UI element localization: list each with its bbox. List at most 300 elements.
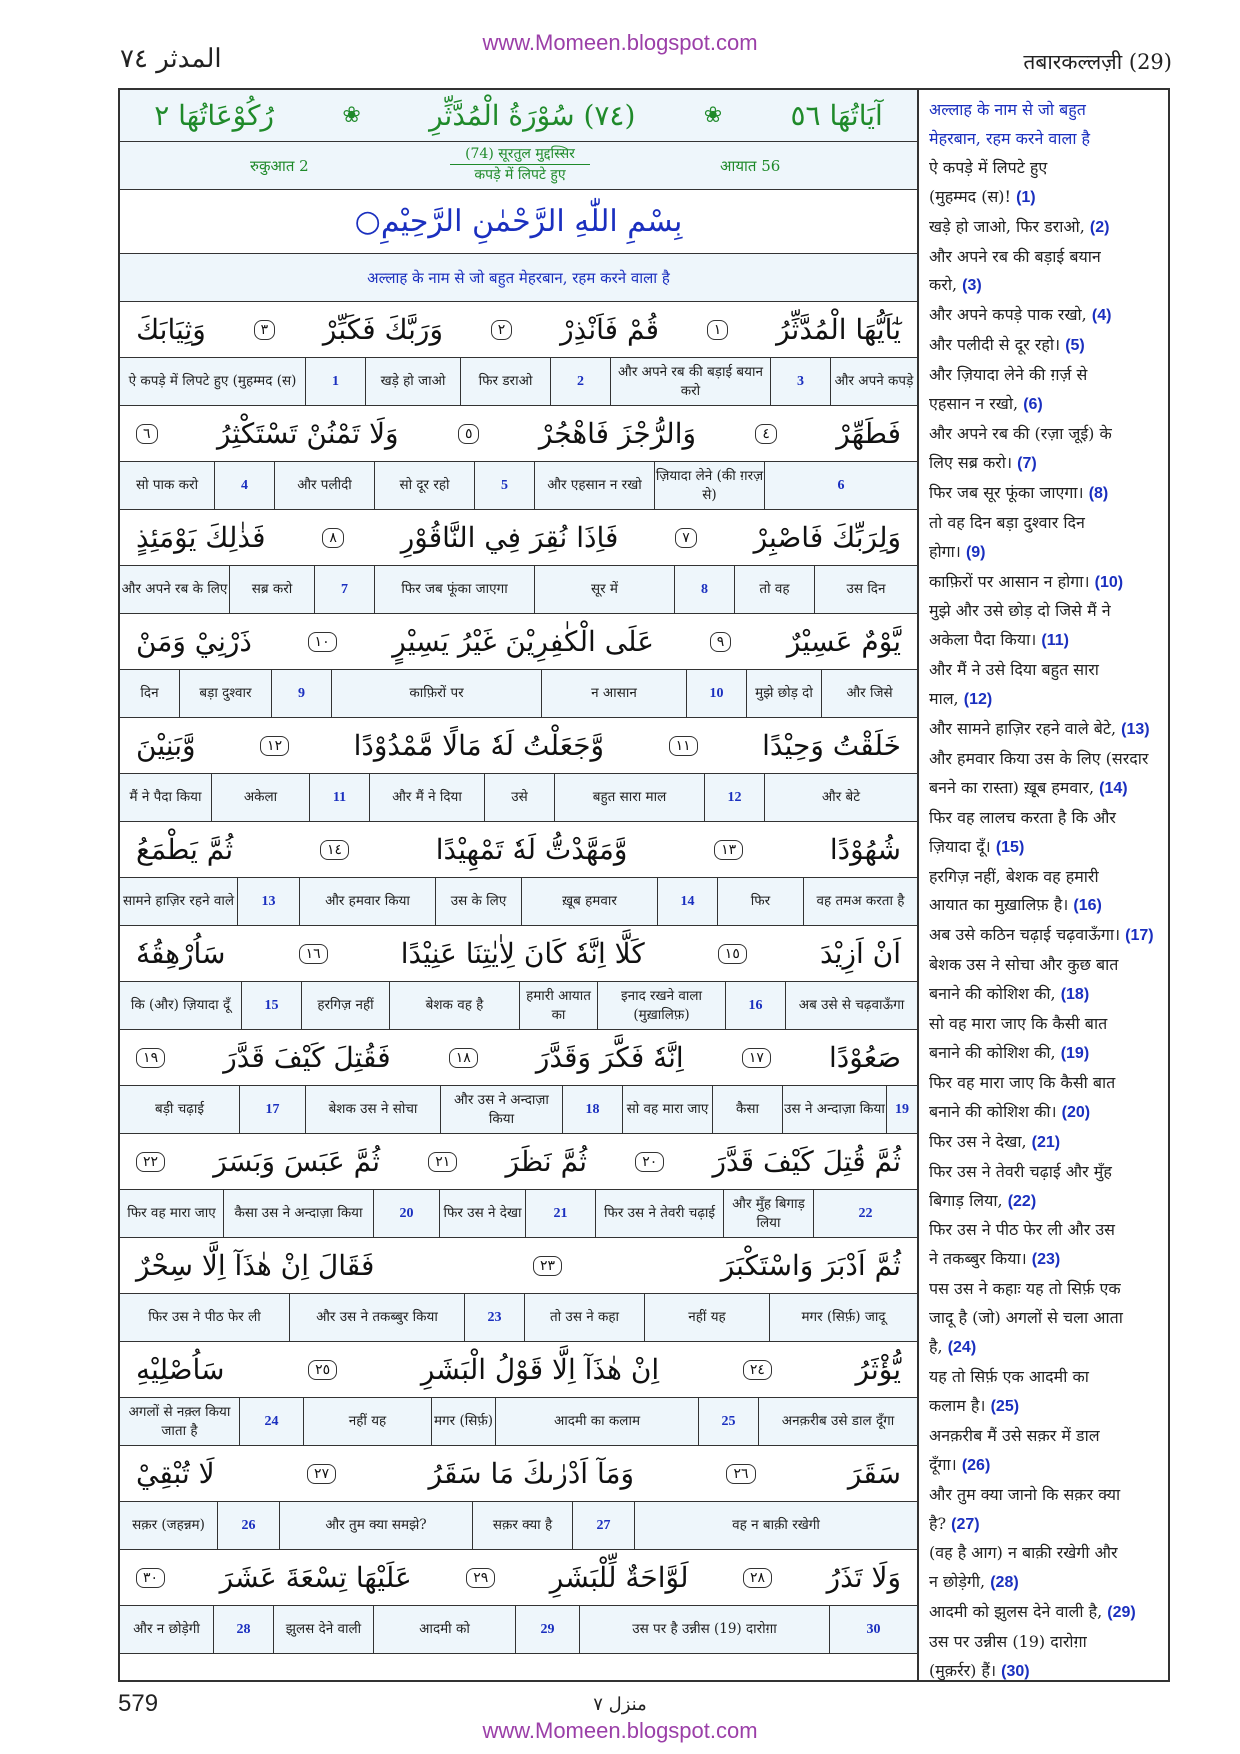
- side-translation-text: और अपने कपड़े पाक रखो,: [929, 305, 1087, 325]
- verse-number-cell: 4: [215, 462, 275, 509]
- side-translation-line: [929, 1451, 1160, 1481]
- arabic-word-group: فَقُتِلَ كَيْفَ قَدَّرَ: [223, 1041, 391, 1074]
- arabic-word-group: وَلِرَبِّكَ فَاصْبِرْ: [753, 521, 901, 554]
- ruku-count-arabic: رُكُوْعَاتُهَا ٢: [154, 99, 274, 132]
- title-band-arabic: [120, 90, 917, 142]
- ayah-number-marker: ٢١: [428, 1152, 457, 1172]
- ayah-number-marker: ١٧: [742, 1048, 771, 1068]
- word-translation-row: [120, 566, 917, 614]
- arabic-word-group: قُمْ فَاَنْذِرْ: [560, 313, 659, 346]
- side-translation-text: लिए सब्र करो।: [929, 452, 1013, 472]
- page-number: 579: [118, 1690, 159, 1717]
- word-meaning-cell: खड़े हो जाओ: [366, 358, 461, 405]
- ayah-number-marker: ١٩: [136, 1048, 165, 1068]
- verse-number-cell: 22: [858, 1206, 873, 1221]
- word-meaning-cell: उसे: [485, 774, 555, 821]
- side-translation-text: और सामने हाज़िर रहने वाले बेटे,: [929, 719, 1117, 739]
- ayah-number-marker: ٣: [254, 320, 276, 340]
- verse-number-cell: 24: [240, 1398, 304, 1445]
- side-translation-line: [929, 183, 1160, 213]
- side-translation-line: [929, 1245, 1160, 1275]
- arabic-word-group: فَذٰلِكَ يَوْمَئِذٍ: [136, 521, 266, 554]
- word-meaning-cell: ज़ियादा लेने (की ग़रज़ से): [655, 462, 765, 509]
- arabic-word-group: فَاِذَا نُقِرَ فِي النَّاقُوْرِ: [400, 521, 619, 554]
- arabic-word-group: ثُمَّ اَدْبَرَ وَاسْتَكْبَرَ: [720, 1249, 901, 1282]
- side-translation-line: [929, 1333, 1160, 1363]
- side-translation-line: [929, 656, 1160, 685]
- side-translation-text: यह तो सिर्फ़ एक आदमी का: [929, 1366, 1089, 1386]
- arabic-verse-line: [120, 614, 917, 670]
- ayat-count-arabic: آيَاتُهَا ٥٦: [790, 99, 883, 132]
- arabic-word-group: صَعُوْدًا: [829, 1041, 901, 1074]
- ayah-number-marker: ٢٣: [533, 1256, 562, 1276]
- verse-number-cell: 10: [687, 670, 747, 717]
- arabic-word-group: يُّؤْثَرُ: [855, 1353, 901, 1386]
- word-meaning-cell: काफ़िरों पर: [332, 670, 542, 717]
- side-translation-line: [929, 1628, 1160, 1657]
- side-translation-text: सो वह मारा जाए कि कैसी बात: [929, 1014, 1108, 1034]
- main-panel: [120, 90, 919, 1680]
- side-translation-line: [929, 891, 1160, 921]
- ruku-count-hindi: रुकुआत 2: [250, 157, 309, 175]
- verse-number-cell: 28: [214, 1606, 274, 1653]
- side-translation-text: मेहरबान, रहम करने वाला है: [929, 128, 1091, 148]
- ayah-number-marker: ٤: [755, 424, 777, 444]
- word-meaning-cell: फिर उस ने पीठ फेर ली: [120, 1294, 290, 1341]
- side-translation-text: बनाने की कोशिश की,: [929, 984, 1056, 1004]
- word-meaning-cell: सूर में: [535, 566, 675, 613]
- side-translation-line: [929, 1039, 1160, 1069]
- side-translation-line: [929, 243, 1160, 272]
- arabic-word-group: ثُمَّ نَظَرَ: [505, 1145, 588, 1178]
- word-translation-row: [120, 1294, 917, 1342]
- side-translation-text: पस उस ने कहाः यह तो सिर्फ़ एक: [929, 1279, 1121, 1299]
- verse-number-cell: 23: [465, 1294, 525, 1341]
- side-translation-line: [929, 509, 1160, 538]
- word-meaning-cell: फिर जब फूंका जाएगा: [375, 566, 535, 613]
- verse-number-cell: 19: [895, 1102, 909, 1117]
- verse-number-label: (14): [1099, 779, 1128, 797]
- side-translation-text: फिर उस ने तेवरी चढ़ाई और मुँह: [929, 1161, 1112, 1181]
- arabic-word-group: ثُمَّ قُتِلَ كَيْفَ قَدَّرَ: [712, 1145, 901, 1178]
- arabic-word-group: سَاُصْلِيْهِ: [136, 1353, 225, 1386]
- side-translation-text: और ज़ियादा लेने की ग़र्ज़ से: [929, 365, 1088, 385]
- side-translation-text: है?: [929, 1513, 947, 1533]
- side-translation-text: हरगिज़ नहीं, बेशक वह हमारी: [929, 866, 1099, 886]
- side-translation-text: माल,: [929, 689, 959, 709]
- side-translation-line: [929, 154, 1160, 183]
- word-meaning-cell: उस ने अन्दाज़ा किया: [783, 1086, 887, 1133]
- word-meaning-cell: और तुम क्या समझे?: [280, 1502, 473, 1549]
- side-translation-line: [929, 1069, 1160, 1098]
- verse-number-label: (5): [1065, 337, 1085, 355]
- verse-number-label: (6): [1023, 396, 1043, 414]
- surah-name-arabic: (٧٤) سُوْرَةُ الْمُدَّثِّرِ: [429, 99, 636, 132]
- word-translation-row: [120, 982, 917, 1030]
- word-translation-row: [120, 1086, 917, 1134]
- side-translation: [919, 90, 1168, 1680]
- verse-number-cell: 12: [705, 774, 765, 821]
- side-translation-line: [929, 597, 1160, 626]
- ayah-number-marker: ٦: [136, 424, 158, 444]
- word-meaning-cell: फिर वह मारा जाए: [120, 1190, 224, 1237]
- verse-number-label: (26): [961, 1456, 991, 1474]
- arabic-word-group: لَوَّاحَةٌ لِّلْبَشَرِ: [549, 1561, 689, 1594]
- verse-number-label: (16): [1073, 897, 1102, 915]
- side-translation-line: [929, 301, 1160, 331]
- verse-number-cell: 29: [516, 1606, 580, 1653]
- word-translation-row: [120, 878, 917, 926]
- verse-number-cell: 30: [866, 1622, 881, 1637]
- arabic-verse-line: [120, 510, 917, 566]
- arabic-word-group: ثُمَّ يَطْمَعُ: [136, 833, 234, 866]
- side-translation-line: [929, 125, 1160, 154]
- word-translation-row: [120, 462, 917, 510]
- arabic-word-group: فَقَالَ اِنْ هٰذَآ اِلَّا سِحْرٌ: [136, 1249, 375, 1282]
- verse-number-cell: 25: [699, 1398, 759, 1445]
- word-meaning-cell: बेशक उस ने सोचा: [306, 1086, 441, 1133]
- verse-number-label: (21): [1031, 1133, 1061, 1151]
- word-meaning-cell: अगलों से नक़्ल किया जाता है: [120, 1398, 240, 1445]
- side-translation-text: अनक़रीब मैं उसे सक़र में डाल: [929, 1425, 1100, 1445]
- verse-number-cell: 2: [551, 358, 611, 405]
- ayah-number-marker: ١٣: [714, 840, 743, 860]
- side-translation-line: [929, 390, 1160, 420]
- ayah-number-marker: ٢٦: [726, 1464, 755, 1484]
- side-translation-text: और मैं ने उसे दिया बहुत सारा: [929, 660, 1099, 680]
- verse-number-label: (19): [1060, 1045, 1090, 1062]
- word-meaning-cell: अनक़रीब उसे डाल दूँगा: [781, 1413, 895, 1429]
- word-meaning-cell: और उस ने अन्दाज़ा किया: [441, 1086, 563, 1133]
- arabic-verse-line: [120, 406, 917, 462]
- side-translation-line: [929, 1128, 1160, 1158]
- side-translation-line: [929, 1158, 1160, 1187]
- site-url-top: www.Momeen.blogspot.com: [482, 30, 758, 55]
- word-meaning-cell: हरगिज़ नहीं: [302, 982, 390, 1029]
- word-meaning-cell: बहुत सारा माल: [555, 774, 705, 821]
- arabic-word-group: ثُمَّ عَبَسَ وَبَسَرَ: [213, 1145, 381, 1178]
- arabic-verse-line: [120, 926, 917, 982]
- word-meaning-cell: और अपने रब की बड़ाई बयान करो: [611, 358, 771, 405]
- side-translation-line: [929, 449, 1160, 479]
- verse-number-label: (13): [1121, 721, 1150, 739]
- side-translation-text: ऐ कपड़े में लिपटे हुए: [929, 157, 1048, 177]
- verse-number-label: (18): [1060, 986, 1090, 1004]
- verse-number-cell: 21: [526, 1190, 596, 1237]
- verse-number-cell: 7: [315, 566, 375, 613]
- side-translation-line: [929, 96, 1160, 125]
- word-meaning-cell: और मुँह बिगाड़ लिया: [724, 1190, 814, 1237]
- word-meaning-cell: और न छोड़ेगी: [120, 1606, 214, 1653]
- side-translation-line: [929, 1657, 1160, 1687]
- side-translation-text: खड़े हो जाओ, फिर डराओ,: [929, 216, 1085, 236]
- manzil-label: منزل ٧: [593, 1694, 647, 1715]
- title-band-hindi: [120, 142, 917, 190]
- ayah-number-marker: ٩: [710, 632, 732, 652]
- verse-number-cell: 15: [242, 982, 302, 1029]
- side-translation-text: है,: [929, 1337, 943, 1357]
- verse-number-cell: 13: [238, 878, 300, 925]
- word-meaning-cell: उस पर है उन्नीस (19) दारोग़ा: [580, 1606, 830, 1653]
- side-translation-text: तो वह दिन बड़ा दुश्वार दिन: [929, 512, 1085, 532]
- word-meaning-cell: और अपने कपड़े: [834, 373, 914, 389]
- arabic-verse-line: [120, 1342, 917, 1398]
- word-meaning-cell: सक़र क्या है: [473, 1502, 573, 1549]
- word-meaning-cell: मैं ने पैदा किया: [120, 774, 212, 821]
- word-meaning-cell: तो वह: [735, 566, 815, 613]
- side-translation-line: [929, 980, 1160, 1010]
- side-translation-line: [929, 479, 1160, 509]
- verse-number-label: (22): [1007, 1192, 1037, 1210]
- side-translation-line: [929, 1568, 1160, 1598]
- word-meaning-cell: और मैं ने दिया: [370, 774, 485, 821]
- side-translation-line: [929, 804, 1160, 833]
- side-translation-text: ने तकब्बुर किया।: [929, 1249, 1027, 1269]
- arabic-verse-line: [120, 1446, 917, 1502]
- para-header-hindi: तबारकल्लज़ी (29): [1023, 50, 1172, 74]
- side-translation-text: जादू है (जो) अगलों से चला आता: [929, 1308, 1123, 1328]
- side-translation-text: (मुक़र्रर) हैं।: [929, 1661, 997, 1681]
- side-translation-text: बिगाड़ लिया,: [929, 1190, 1003, 1210]
- side-translation-text: बेशक उस ने सोचा और कुछ बात: [929, 955, 1119, 975]
- flower-icon: ❀: [703, 103, 723, 128]
- arabic-word-group: يٰٓاَيُّهَا الْمُدَّثِّرُ: [776, 313, 901, 346]
- arabic-verse-line: [120, 1550, 917, 1606]
- arabic-word-group: وَّمَهَّدْتُّ لَهٗ تَمْهِيْدًا: [435, 833, 628, 866]
- arabic-word-group: عَلَى الْكٰفِرِيْنَ غَيْرُ يَسِيْرٍ: [392, 625, 655, 658]
- verse-number-cell: 11: [310, 774, 370, 821]
- arabic-verse-line: [120, 822, 917, 878]
- side-translation-text: उस पर उन्नीस (19) दारोग़ा: [929, 1632, 1087, 1652]
- word-meaning-cell: झुलस देने वाली: [274, 1606, 374, 1653]
- arabic-word-group: سَقَرَ: [847, 1457, 901, 1490]
- side-translation-line: [929, 1216, 1160, 1245]
- word-meaning-cell: आदमी को: [374, 1606, 516, 1653]
- word-meaning-cell: और पलीदी: [275, 462, 375, 509]
- side-translation-line: [929, 1363, 1160, 1392]
- verse-number-label: (28): [990, 1574, 1019, 1592]
- word-meaning-cell: फिर उस ने तेवरी चढ़ाई: [596, 1190, 724, 1237]
- arabic-word-group: اَنْ اَزِيْدَ: [819, 937, 901, 970]
- side-translation-text: अल्लाह के नाम से जो बहुत: [929, 100, 1086, 119]
- verse-number-cell: 6: [837, 478, 845, 493]
- verse-number-cell: 26: [218, 1502, 280, 1549]
- site-url-bottom: www.Momeen.blogspot.com: [482, 1718, 758, 1743]
- verse-number-label: (9): [965, 543, 986, 561]
- verse-number-cell: 9: [272, 670, 332, 717]
- ayah-number-marker: ٢٤: [743, 1360, 772, 1380]
- word-translation-row: [120, 670, 917, 718]
- word-meaning-cell: और अपने रब के लिए: [120, 566, 230, 613]
- side-translation-line: [929, 715, 1160, 745]
- side-translation-line: [929, 271, 1160, 301]
- verse-number-cell: 17: [240, 1086, 306, 1133]
- side-translation-text: मुझे और उसे छोड़ दो जिसे मैं ने: [929, 601, 1111, 621]
- ayah-number-marker: ١٠: [308, 632, 337, 652]
- verse-number-label: (25): [990, 1397, 1020, 1415]
- word-translation-row: [120, 1606, 917, 1654]
- arabic-word-group: وَلَا تَذَرُ: [826, 1561, 901, 1594]
- side-translation-text: फिर उस ने देखा,: [929, 1131, 1027, 1151]
- word-meaning-cell: अकेला: [212, 774, 310, 821]
- side-translation-line: [929, 1275, 1160, 1304]
- side-translation-text: अकेला पैदा किया।: [929, 630, 1037, 650]
- ayah-number-marker: ٣٠: [136, 1568, 165, 1588]
- side-translation-text: (मुहम्मद (स)!: [929, 186, 1011, 206]
- word-meaning-cell: उस के लिए: [436, 878, 522, 925]
- side-translation-line: [929, 538, 1160, 568]
- side-translation-line: [929, 1304, 1160, 1333]
- side-translation-text: फिर जब सूर फूंका जाएगा।: [929, 482, 1084, 502]
- side-translation-text: एहसान न रखो,: [929, 394, 1019, 414]
- side-translation-line: [929, 863, 1160, 892]
- word-meaning-cell: तो उस ने कहा: [525, 1294, 645, 1341]
- verse-number-label: (30): [1001, 1663, 1030, 1681]
- side-translation-line: [929, 1422, 1160, 1451]
- surah-name-hindi-block: [450, 144, 590, 185]
- side-translation-line: [929, 685, 1160, 715]
- word-meaning-cell: और हमवार किया: [300, 878, 436, 925]
- verse-number-cell: 18: [563, 1086, 623, 1133]
- side-translation-text: आयात का मुख़ालिफ़ है।: [929, 895, 1069, 915]
- side-translation-text: और अपने रब की (रज़ा जूई) के: [929, 423, 1112, 443]
- side-translation-line: [929, 420, 1160, 449]
- word-meaning-cell: इनाद रखने वाला (मुख़ालिफ़): [598, 982, 726, 1029]
- word-meaning-cell: मगर (सिर्फ़): [432, 1398, 496, 1445]
- arabic-word-group: وَلَا تَمْنُنْ تَسْتَكْثِرُ: [216, 417, 399, 450]
- side-translation-text: अब उसे कठिन चढ़ाई चढ़वाऊँगा।: [929, 925, 1121, 945]
- word-meaning-cell: और जिसे: [846, 685, 893, 701]
- word-meaning-cell: बेशक वह है: [390, 982, 520, 1029]
- word-meaning-cell: बड़ी चढ़ाई: [120, 1086, 240, 1133]
- side-translation-text: और पलीदी से दूर रहो।: [929, 335, 1061, 355]
- ayah-number-marker: ٨: [322, 528, 344, 548]
- side-translation-line: [929, 951, 1160, 980]
- arabic-word-group: عَلَيْهَا تِسْعَةَ عَشَرَ: [219, 1561, 412, 1594]
- word-meaning-cell: उस दिन: [846, 581, 886, 597]
- arabic-word-group: خَلَقْتُ وَحِيْدًا: [762, 729, 901, 762]
- arabic-word-group: وَّبَنِيْنَ: [136, 729, 196, 762]
- ayah-number-marker: ٢٥: [308, 1360, 337, 1380]
- side-translation-text: बनाने की कोशिश की।: [929, 1101, 1057, 1121]
- flower-icon: ❀: [342, 103, 361, 128]
- side-translation-text: कलाम है।: [929, 1395, 986, 1415]
- arabic-verse-line: [120, 1134, 917, 1190]
- word-meaning-cell: और एहसान न रखो: [535, 462, 655, 509]
- side-translation-line: [929, 568, 1160, 598]
- verse-number-label: (27): [951, 1515, 980, 1533]
- verse-number-label: (8): [1088, 484, 1109, 502]
- side-translation-line: [929, 774, 1160, 804]
- ayah-number-marker: ٢٢: [136, 1152, 165, 1172]
- arabic-word-group: كَلَّا اِنَّهٗ كَانَ لِاٰيٰتِنَا عَنِيْدًا: [400, 937, 645, 970]
- ayah-number-marker: ١٥: [718, 944, 747, 964]
- arabic-word-group: وَرَبَّكَ فَكَبِّرْ: [322, 313, 443, 346]
- side-translation-text: फिर उस ने पीठ फेर ली और उस: [929, 1220, 1115, 1240]
- word-meaning-cell: कि (और) ज़ियादा दूँ: [120, 982, 242, 1029]
- side-translation-text: काफ़िरों पर आसान न होगा।: [929, 571, 1090, 591]
- side-translation-text: बनने का रास्ता) ख़ूब हमवार,: [929, 777, 1095, 797]
- arabic-word-group: يَّوْمٌ عَسِيْرٌ: [786, 625, 901, 658]
- side-translation-line: [929, 1098, 1160, 1128]
- verse-number-label: (2): [1089, 218, 1110, 236]
- ayah-number-marker: ٢٩: [466, 1568, 495, 1588]
- ayat-count-hindi: आयात 56: [720, 157, 781, 175]
- word-meaning-cell: आदमी का कलाम: [496, 1398, 699, 1445]
- word-meaning-cell: सब्र करो: [230, 566, 315, 613]
- ayah-number-marker: ١١: [669, 736, 698, 756]
- surah-header-arabic: المدثر ٧٤: [120, 44, 222, 74]
- word-meaning-cell: फिर डराओ: [461, 358, 551, 405]
- ayah-number-marker: ٧: [675, 528, 697, 548]
- verse-number-label: (20): [1061, 1103, 1091, 1121]
- side-translation-line: [929, 1510, 1160, 1540]
- side-translation-text: दूँगा।: [929, 1454, 957, 1474]
- verse-number-label: (12): [963, 691, 993, 709]
- side-translation-line: [929, 331, 1160, 361]
- arabic-verse-line: [120, 1030, 917, 1086]
- ayah-number-marker: ١٢: [260, 736, 289, 756]
- verse-number-label: (17): [1125, 927, 1154, 945]
- side-translation-line: [929, 626, 1160, 656]
- verse-number-label: (1): [1016, 188, 1036, 206]
- arabic-word-group: وَّجَعَلْتُ لَهٗ مَالًا مَّمْدُوْدًا: [353, 729, 605, 762]
- arabic-word-group: اِنَّهٗ فَكَّرَ وَقَدَّرَ: [535, 1041, 684, 1074]
- ayah-number-marker: ١٨: [449, 1048, 478, 1068]
- side-translation-text: (वह है आग) न बाक़ी रखेगी और: [929, 1543, 1118, 1563]
- verse-number-label: (7): [1017, 454, 1037, 472]
- word-meaning-cell: सो वह मारा जाए: [623, 1086, 713, 1133]
- verse-number-label: (4): [1091, 307, 1112, 325]
- arabic-word-group: وَثِيَابَكَ: [136, 313, 206, 346]
- word-meaning-cell: सो पाक करो: [120, 462, 215, 509]
- verse-number-label: (10): [1094, 573, 1124, 591]
- word-meaning-cell: अब उसे से चढ़वाऊँगा: [798, 997, 905, 1013]
- word-meaning-cell: मुझे छोड़ दो: [747, 670, 822, 717]
- ayah-number-marker: ١٦: [299, 944, 328, 964]
- page-frame: [118, 88, 1170, 1682]
- verse-number-cell: 27: [573, 1502, 635, 1549]
- arabic-word-group: وَالرُّجْزَ فَاهْجُرْ: [538, 417, 696, 450]
- arabic-word-group: سَاُرْهِقُهٗ: [136, 937, 226, 970]
- side-translation-text: न छोड़ेगी,: [929, 1572, 986, 1592]
- word-meaning-cell: दिन: [120, 670, 180, 717]
- arabic-word-group: وَمَآ اَدْرٰىكَ مَا سَقَرُ: [428, 1457, 635, 1490]
- word-meaning-cell: ख़ूब हमवार: [522, 878, 658, 925]
- verse-number-cell: 14: [658, 878, 718, 925]
- word-meaning-cell: वह तमअ करता है: [816, 893, 905, 909]
- arabic-word-group: شُهُوْدًا: [829, 833, 901, 866]
- ayah-number-marker: ٢٧: [307, 1464, 336, 1484]
- verse-number-label: (15): [995, 838, 1025, 856]
- arabic-word-group: ذَرْنِيْ وَمَنْ: [136, 625, 252, 658]
- word-meaning-cell: और उस ने तकब्बुर किया: [290, 1294, 465, 1341]
- side-translation-text: करो,: [929, 275, 958, 295]
- side-translation-text: फिर वह मारा जाए कि कैसी बात: [929, 1072, 1116, 1092]
- side-translation-line: [929, 213, 1160, 243]
- side-translation-line: [929, 1598, 1160, 1628]
- arabic-word-group: لَا تُبْقِيْ: [136, 1457, 215, 1490]
- word-translation-row: [120, 1190, 917, 1238]
- ayah-number-marker: ١٤: [320, 840, 349, 860]
- verse-number-cell: 3: [771, 358, 831, 405]
- side-translation-line: [929, 745, 1160, 774]
- side-translation-text: और अपने रब की बड़ाई बयान: [929, 246, 1101, 266]
- verse-number-cell: 8: [675, 566, 735, 613]
- word-translation-row: [120, 1398, 917, 1446]
- side-translation-line: [929, 1539, 1160, 1568]
- word-meaning-cell: नहीं यह: [645, 1294, 770, 1341]
